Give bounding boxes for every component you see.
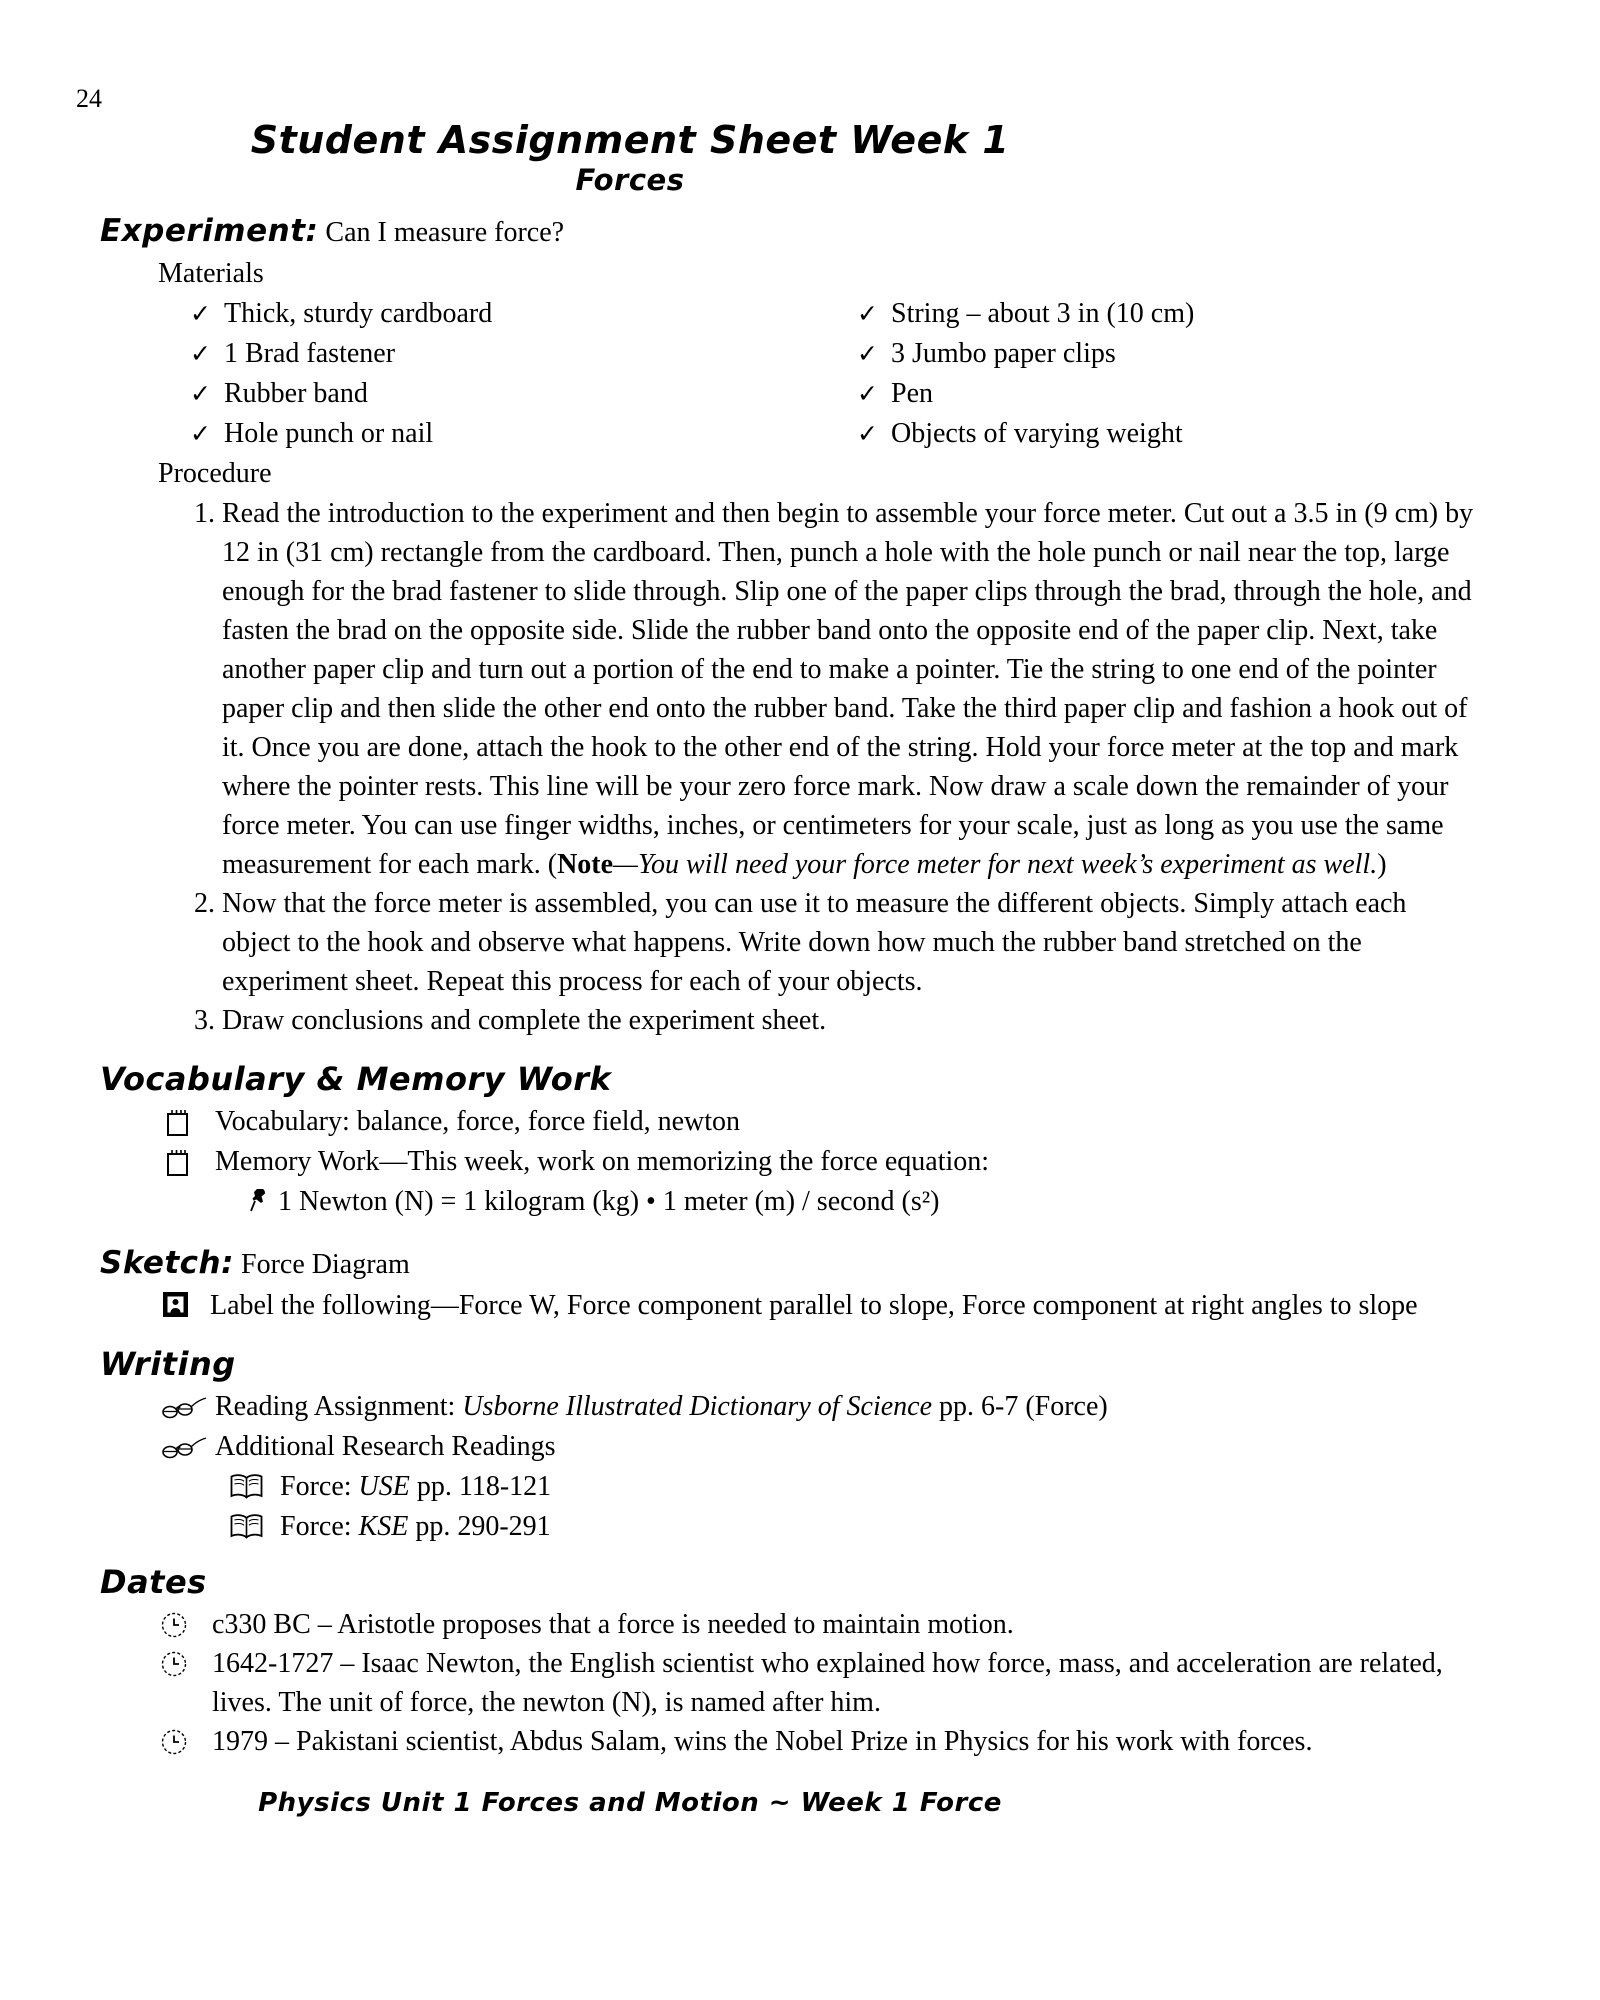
- sketch-item-text: Label the following—Force W, Force component parallel to slope, Force component at right angles to slope: [210, 1290, 1418, 1321]
- step-text: Read the introduction to the experiment and then begin to assemble your force meter. Cut out a 3.5 in (9 cm) by 12 in (31 cm) rectangle from the cardboard. Then, punch a hole with the hole punch or nail near the top, large enough for the brad fastener to slide through. Slip one of the paper clips through the brad, through the hole, and fasten the brad on the opposite side. Slide the rubber band onto the opposite end of the paper clip. Next, take another paper clip and turn out a portion of the end to make a pointer. Tie the string to one end of the pointer paper clip and then slide the other end onto the rubber band. Take the third paper clip and fashion a hook out of it. Once you are done, attach the hook to the other end of the string. Hold your force meter at the top and mark where the pointer rests. This line will be your zero force mark. Now draw a scale down the remainder of your force meter. You can use finger widths, inches, or centimeters for your scale, just as long as you use the same measurement for each mark. (: [222, 498, 1474, 880]
- reading-item-pages: pp. 118-121: [409, 1471, 552, 1502]
- reading-assignment-text: [215, 1387, 1108, 1427]
- material-item: [190, 334, 857, 374]
- materials-list: [190, 294, 1480, 454]
- material-item: [857, 334, 1480, 374]
- date-item-text: c330 BC – Aristotle proposes that a force is needed to maintain motion.: [212, 1609, 1014, 1640]
- material-item: [857, 294, 1480, 334]
- materials-column-left: [190, 294, 857, 454]
- material-label: 1 Brad fastener: [224, 338, 396, 369]
- reading-prefix: Reading Assignment:: [215, 1391, 463, 1422]
- experiment-question: Can I measure force?: [325, 217, 565, 248]
- procedure-list: [100, 494, 1480, 1040]
- reading-item-text: [280, 1467, 551, 1507]
- reading-item-prefix: Force:: [280, 1471, 359, 1502]
- materials-column-right: [857, 294, 1480, 454]
- clock-icon: [160, 1605, 212, 1644]
- force-equation-item: [248, 1182, 1480, 1222]
- writing-heading: Writing: [100, 1345, 236, 1383]
- sketch-section: [100, 1242, 1480, 1325]
- material-item: [857, 414, 1480, 454]
- sketch-heading-line: [100, 1242, 1480, 1286]
- date-item-text: 1979 – Pakistani scientist, Abdus Salam, wins the Nobel Prize in Physics for his work with forces.: [212, 1726, 1313, 1757]
- page-title: Student Assignment Sheet Week 1: [250, 118, 1010, 162]
- open-book-icon: [228, 1467, 280, 1507]
- clock-icon: [160, 1644, 212, 1722]
- checkmark-icon: ✓: [857, 339, 878, 368]
- sketch-heading: Sketch:: [100, 1245, 235, 1281]
- material-label: 3 Jumbo paper clips: [891, 338, 1116, 369]
- title-block: [100, 0, 1160, 198]
- checkmark-icon: ✓: [190, 339, 211, 368]
- vocabulary-heading: Vocabulary & Memory Work: [100, 1060, 612, 1098]
- checkmark-icon: ✓: [190, 419, 211, 448]
- reading-item: [228, 1467, 1480, 1507]
- reading-item-prefix: Force:: [280, 1511, 359, 1542]
- notepad-icon: [165, 1142, 215, 1182]
- framed-picture-icon: [162, 1286, 210, 1325]
- step-text: Draw conclusions and complete the experiment sheet.: [222, 1005, 827, 1036]
- step-note-italic: —You will need your force meter for next week’s experiment as well.: [613, 849, 1378, 880]
- materials-label: Materials: [158, 258, 264, 289]
- material-label: String – about 3 in (10 cm): [891, 298, 1195, 329]
- dates-section: [100, 1559, 1480, 1761]
- force-equation-text: 1 Newton (N) = 1 kilogram (kg) • 1 meter (m) / second (s²): [278, 1186, 940, 1217]
- material-item: [190, 294, 857, 334]
- memory-work-text: Memory Work—This week, work on memorizing the force equation:: [215, 1146, 990, 1177]
- procedure-step-2: [222, 884, 1480, 1001]
- step-text: Now that the force meter is assembled, you can use it to measure the different objects. Simply attach each object to the hook and observe what happens. Write down how much the rubber band stretched on the experiment sheet. Repeat this process for each of your objects.: [222, 888, 1407, 997]
- checkmark-icon: ✓: [190, 299, 211, 328]
- procedure-step-3: [222, 1001, 1480, 1040]
- checkmark-icon: ✓: [857, 379, 878, 408]
- dates-heading: Dates: [100, 1563, 207, 1601]
- checkmark-icon: ✓: [857, 299, 878, 328]
- date-item-text: 1642-1727 – Isaac Newton, the English scientist who explained how force, mass, and acceleration are related, lives. The unit of force, the newton (N), is named after him.: [212, 1648, 1443, 1718]
- page-number: 24: [76, 84, 102, 113]
- memory-work-item: [165, 1142, 1480, 1182]
- procedure-label: Procedure: [158, 458, 272, 489]
- eyeglasses-icon: [160, 1387, 215, 1427]
- sketch-item: [162, 1286, 1480, 1325]
- date-item: [160, 1644, 1480, 1722]
- reading-item-pages: pp. 290-291: [408, 1511, 551, 1542]
- material-item: [190, 414, 857, 454]
- sketch-title: Force Diagram: [241, 1249, 410, 1280]
- experiment-section: [100, 210, 1480, 1040]
- material-label: Objects of varying weight: [891, 418, 1183, 449]
- material-label: Thick, sturdy cardboard: [224, 298, 493, 329]
- reading-item-book: USE: [358, 1471, 410, 1502]
- clock-icon: [160, 1722, 212, 1761]
- page-subtitle: Forces: [575, 163, 685, 197]
- additional-readings-item: [160, 1427, 1480, 1467]
- step-note-label: Note: [557, 849, 614, 880]
- experiment-heading-line: [100, 210, 1480, 254]
- material-label: Pen: [891, 378, 933, 409]
- vocabulary-item: [165, 1102, 1480, 1142]
- reading-pages: pp. 6-7 (Force): [932, 1391, 1108, 1422]
- experiment-heading: Experiment:: [100, 213, 319, 249]
- material-item: [190, 374, 857, 414]
- reading-item: [228, 1507, 1480, 1547]
- material-item: [857, 374, 1480, 414]
- writing-section: [100, 1341, 1480, 1547]
- eyeglasses-icon: [160, 1427, 215, 1467]
- reading-item-book: KSE: [358, 1511, 409, 1542]
- material-label: Hole punch or nail: [224, 418, 434, 449]
- reading-item-text: [280, 1507, 551, 1547]
- procedure-step-1: [222, 494, 1480, 884]
- notepad-icon: [165, 1102, 215, 1142]
- material-label: Rubber band: [224, 378, 368, 409]
- date-item: [160, 1722, 1480, 1761]
- pushpin-icon: [248, 1182, 278, 1222]
- reading-book-title: Usborne Illustrated Dictionary of Science: [462, 1391, 933, 1422]
- checkmark-icon: ✓: [190, 379, 211, 408]
- open-book-icon: [228, 1507, 280, 1547]
- reading-assignment-item: [160, 1387, 1480, 1427]
- step-closing: ): [1377, 849, 1387, 880]
- checkmark-icon: ✓: [857, 419, 878, 448]
- vocabulary-section: [100, 1056, 1480, 1222]
- vocabulary-text: Vocabulary: balance, force, force field, newton: [215, 1106, 741, 1137]
- additional-readings-text: Additional Research Readings: [215, 1431, 556, 1462]
- date-item: [160, 1605, 1480, 1644]
- page-footer: Physics Unit 1 Forces and Motion ~ Week 1 Force: [258, 1788, 1002, 1818]
